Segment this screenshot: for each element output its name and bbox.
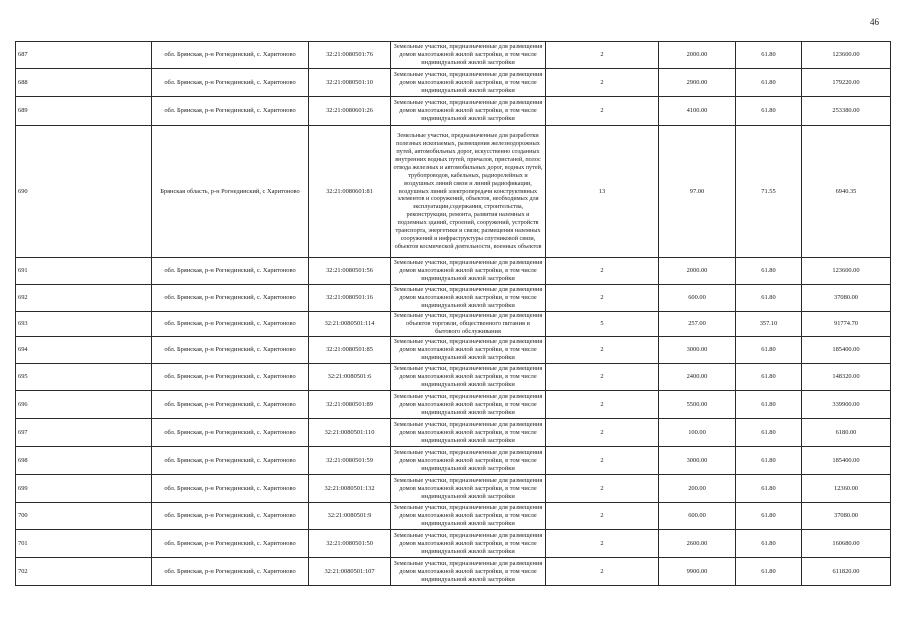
cadastral-number-cell: 32:21:0080501:114: [309, 312, 391, 337]
address-cell: Брянская область, р-н Рогнединский, с Харитоново: [152, 126, 309, 258]
page-number: 46: [870, 17, 879, 27]
row-number: 690: [16, 126, 152, 258]
table-row: [16, 530, 891, 558]
area-cell: 100.00: [659, 419, 736, 447]
area-cell: 2400.00: [659, 364, 736, 391]
cadastral-number-cell: 32:21:0080501:10: [309, 69, 391, 97]
zone-group-cell: 2: [546, 258, 659, 285]
address-cell: обл. Брянская, р-н Рогнединский, с. Харитоново: [152, 530, 309, 558]
row-number: 702: [16, 558, 152, 586]
permitted-use-cell: Земельные участки, предназначенные для размещения домов малоэтажной жилой застройки, в том числе индивидуальной жилой застройки: [391, 97, 546, 126]
zone-group-cell: 2: [546, 285, 659, 312]
specific-value-cell: 61.80: [736, 285, 802, 312]
area-cell: 2600.00: [659, 530, 736, 558]
zone-group-cell: 2: [546, 69, 659, 97]
permitted-use-cell: Земельные участки, предназначенные для размещения домов малоэтажной жилой застройки, в том числе индивидуальной жилой застройки: [391, 391, 546, 419]
area-cell: 2000.00: [659, 42, 736, 69]
zone-group-cell: 2: [546, 42, 659, 69]
cadastral-value-cell: 179220.00: [802, 69, 891, 97]
specific-value-cell: 61.80: [736, 258, 802, 285]
specific-value-cell: 61.80: [736, 97, 802, 126]
address-cell: обл. Брянская, р-н Рогнединский, с. Харитоново: [152, 391, 309, 419]
address-cell: обл. Брянская, р-н Рогнединский, с. Харитоново: [152, 258, 309, 285]
area-cell: 2000.00: [659, 258, 736, 285]
cadastral-number-cell: 32:21:0080501:16: [309, 285, 391, 312]
permitted-use-cell: Земельные участки, предназначенные для размещения домов малоэтажной жилой застройки, в том числе индивидуальной жилой застройки: [391, 419, 546, 447]
zone-group-cell: 2: [546, 337, 659, 364]
row-number: 700: [16, 503, 152, 530]
permitted-use-cell: Земельные участки, предназначенные для размещения домов малоэтажной жилой застройки, в том числе индивидуальной жилой застройки: [391, 69, 546, 97]
zone-group-cell: 2: [546, 503, 659, 530]
permitted-use-cell: Земельные участки, предназначенные для размещения домов малоэтажной жилой застройки, в том числе индивидуальной жилой застройки: [391, 285, 546, 312]
address-cell: обл. Брянская, р-н Рогнединский, с. Харитоново: [152, 475, 309, 503]
specific-value-cell: 357.10: [736, 312, 802, 337]
row-number: 687: [16, 42, 152, 69]
specific-value-cell: 61.80: [736, 391, 802, 419]
cadastral-value-cell: 148320.00: [802, 364, 891, 391]
cadastral-value-cell: 123600.00: [802, 42, 891, 69]
cadastral-number-cell: 32:21:0080501:76: [309, 42, 391, 69]
area-cell: 600.00: [659, 285, 736, 312]
address-cell: обл. Брянская, р-н Рогнединский, с. Харитоново: [152, 558, 309, 586]
zone-group-cell: 13: [546, 126, 659, 258]
area-cell: 600.00: [659, 503, 736, 530]
zone-group-cell: 2: [546, 97, 659, 126]
specific-value-cell: 61.80: [736, 419, 802, 447]
table-row: [16, 97, 891, 126]
row-number: 689: [16, 97, 152, 126]
area-cell: 4100.00: [659, 97, 736, 126]
cadastral-number-cell: 32:21:0080501:50: [309, 530, 391, 558]
permitted-use-cell: Земельные участки, предназначенные для размещения домов малоэтажной жилой застройки, в том числе индивидуальной жилой застройки: [391, 530, 546, 558]
specific-value-cell: 61.80: [736, 503, 802, 530]
cadastral-value-cell: 253380.00: [802, 97, 891, 126]
row-number: 701: [16, 530, 152, 558]
permitted-use-cell: Земельные участки, предназначенные для размещения домов малоэтажной жилой застройки, в том числе индивидуальной жилой застройки: [391, 475, 546, 503]
cadastral-value-cell: 339900.00: [802, 391, 891, 419]
area-cell: 3000.00: [659, 447, 736, 475]
row-number: 699: [16, 475, 152, 503]
land-parcels-table: [15, 41, 891, 586]
permitted-use-cell: Земельные участки, предназначенные для размещения домов малоэтажной жилой застройки, в том числе индивидуальной жилой застройки: [391, 42, 546, 69]
permitted-use-cell: Земельные участки, предназначенные для размещения объектов торговли, общественного питания и бытового обслуживания: [391, 312, 546, 337]
specific-value-cell: 61.80: [736, 364, 802, 391]
area-cell: 200.00: [659, 475, 736, 503]
permitted-use-cell: Земельные участки, предназначенные для разработки полезных ископаемых, размещения железнодорожных путей, автомобильных дорог, искусственно созданных внутренних водных путей, причалов, пристаней, полос отвода железных и автомобильных дорог, водных путей, трубопроводов, кабельных, радиорелейных и воздушных линий связи и линий радиофикации, воздушных линий электропередачи конструктивных элементов и сооружений, объектов, необходимых для эксплуатации,содержания, строительства, реконструкции, ремонта, развития наземных и подземных зданий, строений, сооружений, устройств транспорта, энергетики и связи; размещения наземных сооружений и инфраструктуры спутниковой связи, объектов космической деятельности, военных объектов: [391, 126, 546, 258]
table-row: [16, 312, 891, 337]
permitted-use-cell: Земельные участки, предназначенные для размещения домов малоэтажной жилой застройки, в том числе индивидуальной жилой застройки: [391, 258, 546, 285]
cadastral-number-cell: 32:21:0080501:89: [309, 391, 391, 419]
permitted-use-cell: Земельные участки, предназначенные для размещения домов малоэтажной жилой застройки, в том числе индивидуальной жилой застройки: [391, 503, 546, 530]
cadastral-number-cell: 32:21:0080501:85: [309, 337, 391, 364]
table-row: [16, 364, 891, 391]
cadastral-value-cell: 91774.70: [802, 312, 891, 337]
zone-group-cell: 2: [546, 475, 659, 503]
permitted-use-cell: Земельные участки, предназначенные для размещения домов малоэтажной жилой застройки, в том числе индивидуальной жилой застройки: [391, 337, 546, 364]
row-number: 698: [16, 447, 152, 475]
zone-group-cell: 2: [546, 391, 659, 419]
address-cell: обл. Брянская, р-н Рогнединский, с. Харитоново: [152, 42, 309, 69]
specific-value-cell: 61.80: [736, 447, 802, 475]
cadastral-number-cell: 32:21:0080501:110: [309, 419, 391, 447]
permitted-use-cell: Земельные участки, предназначенные для размещения домов малоэтажной жилой застройки, в том числе индивидуальной жилой застройки: [391, 364, 546, 391]
zone-group-cell: 2: [546, 558, 659, 586]
cadastral-value-cell: 185400.00: [802, 337, 891, 364]
cadastral-value-cell: 123600.00: [802, 258, 891, 285]
zone-group-cell: 2: [546, 419, 659, 447]
row-number: 688: [16, 69, 152, 97]
specific-value-cell: 61.80: [736, 337, 802, 364]
zone-group-cell: 2: [546, 447, 659, 475]
cadastral-value-cell: 6180.00: [802, 419, 891, 447]
area-cell: 2900.00: [659, 69, 736, 97]
row-number: 694: [16, 337, 152, 364]
cadastral-value-cell: 185400.00: [802, 447, 891, 475]
cadastral-value-cell: 37080.00: [802, 285, 891, 312]
cadastral-value-cell: 12360.00: [802, 475, 891, 503]
address-cell: обл. Брянская, р-н Рогнединский, с. Харитоново: [152, 285, 309, 312]
table-row: [16, 337, 891, 364]
permitted-use-cell: Земельные участки, предназначенные для размещения домов малоэтажной жилой застройки, в том числе индивидуальной жилой застройки: [391, 558, 546, 586]
cadastral-value-cell: 160680.00: [802, 530, 891, 558]
table-row: [16, 69, 891, 97]
address-cell: обл. Брянская, р-н Рогнединский, с. Харитоново: [152, 97, 309, 126]
address-cell: обл. Брянская, р-н Рогнединский, с. Харитоново: [152, 503, 309, 530]
row-number: 696: [16, 391, 152, 419]
cadastral-number-cell: 32:21:0080501:132: [309, 475, 391, 503]
cadastral-number-cell: 32:21:0080601:81: [309, 126, 391, 258]
cadastral-value-cell: 611820.00: [802, 558, 891, 586]
address-cell: обл. Брянская, р-н Рогнединский, с. Харитоново: [152, 364, 309, 391]
specific-value-cell: 71.55: [736, 126, 802, 258]
address-cell: обл. Брянская, р-н Рогнединский, с. Харитоново: [152, 337, 309, 364]
area-cell: 257.00: [659, 312, 736, 337]
cadastral-number-cell: 32:21:0080501:56: [309, 258, 391, 285]
specific-value-cell: 61.80: [736, 69, 802, 97]
specific-value-cell: 61.80: [736, 530, 802, 558]
specific-value-cell: 61.80: [736, 42, 802, 69]
area-cell: 3000.00: [659, 337, 736, 364]
cadastral-number-cell: 32:21:0080601:26: [309, 97, 391, 126]
table-row: [16, 558, 891, 586]
table-row: [16, 126, 891, 258]
area-cell: 97.00: [659, 126, 736, 258]
table-row: [16, 391, 891, 419]
specific-value-cell: 61.80: [736, 558, 802, 586]
address-cell: обл. Брянская, р-н Рогнединский, с. Харитоново: [152, 447, 309, 475]
table-row: [16, 475, 891, 503]
address-cell: обл. Брянская, р-н Рогнединский, с. Харитоново: [152, 312, 309, 337]
table-row: [16, 258, 891, 285]
area-cell: 9900.00: [659, 558, 736, 586]
table-row: [16, 503, 891, 530]
zone-group-cell: 2: [546, 530, 659, 558]
table-row: [16, 285, 891, 312]
zone-group-cell: 2: [546, 364, 659, 391]
address-cell: обл. Брянская, р-н Рогнединский, с. Харитоново: [152, 419, 309, 447]
row-number: 693: [16, 312, 152, 337]
row-number: 695: [16, 364, 152, 391]
cadastral-number-cell: 32:21:0080501:6: [309, 364, 391, 391]
cadastral-value-cell: 6940.35: [802, 126, 891, 258]
cadastral-number-cell: 32:21:0080501:59: [309, 447, 391, 475]
table-body: [16, 42, 891, 586]
zone-group-cell: 5: [546, 312, 659, 337]
address-cell: обл. Брянская, р-н Рогнединский, с. Харитоново: [152, 69, 309, 97]
cadastral-value-cell: 37080.00: [802, 503, 891, 530]
table-row: [16, 447, 891, 475]
permitted-use-cell: Земельные участки, предназначенные для размещения домов малоэтажной жилой застройки, в том числе индивидуальной жилой застройки: [391, 447, 546, 475]
cadastral-number-cell: 32:21:0080501:9: [309, 503, 391, 530]
row-number: 692: [16, 285, 152, 312]
row-number: 697: [16, 419, 152, 447]
table-row: [16, 419, 891, 447]
table-row: [16, 42, 891, 69]
cadastral-number-cell: 32:21:0080501:107: [309, 558, 391, 586]
area-cell: 5500.00: [659, 391, 736, 419]
row-number: 691: [16, 258, 152, 285]
specific-value-cell: 61.80: [736, 475, 802, 503]
